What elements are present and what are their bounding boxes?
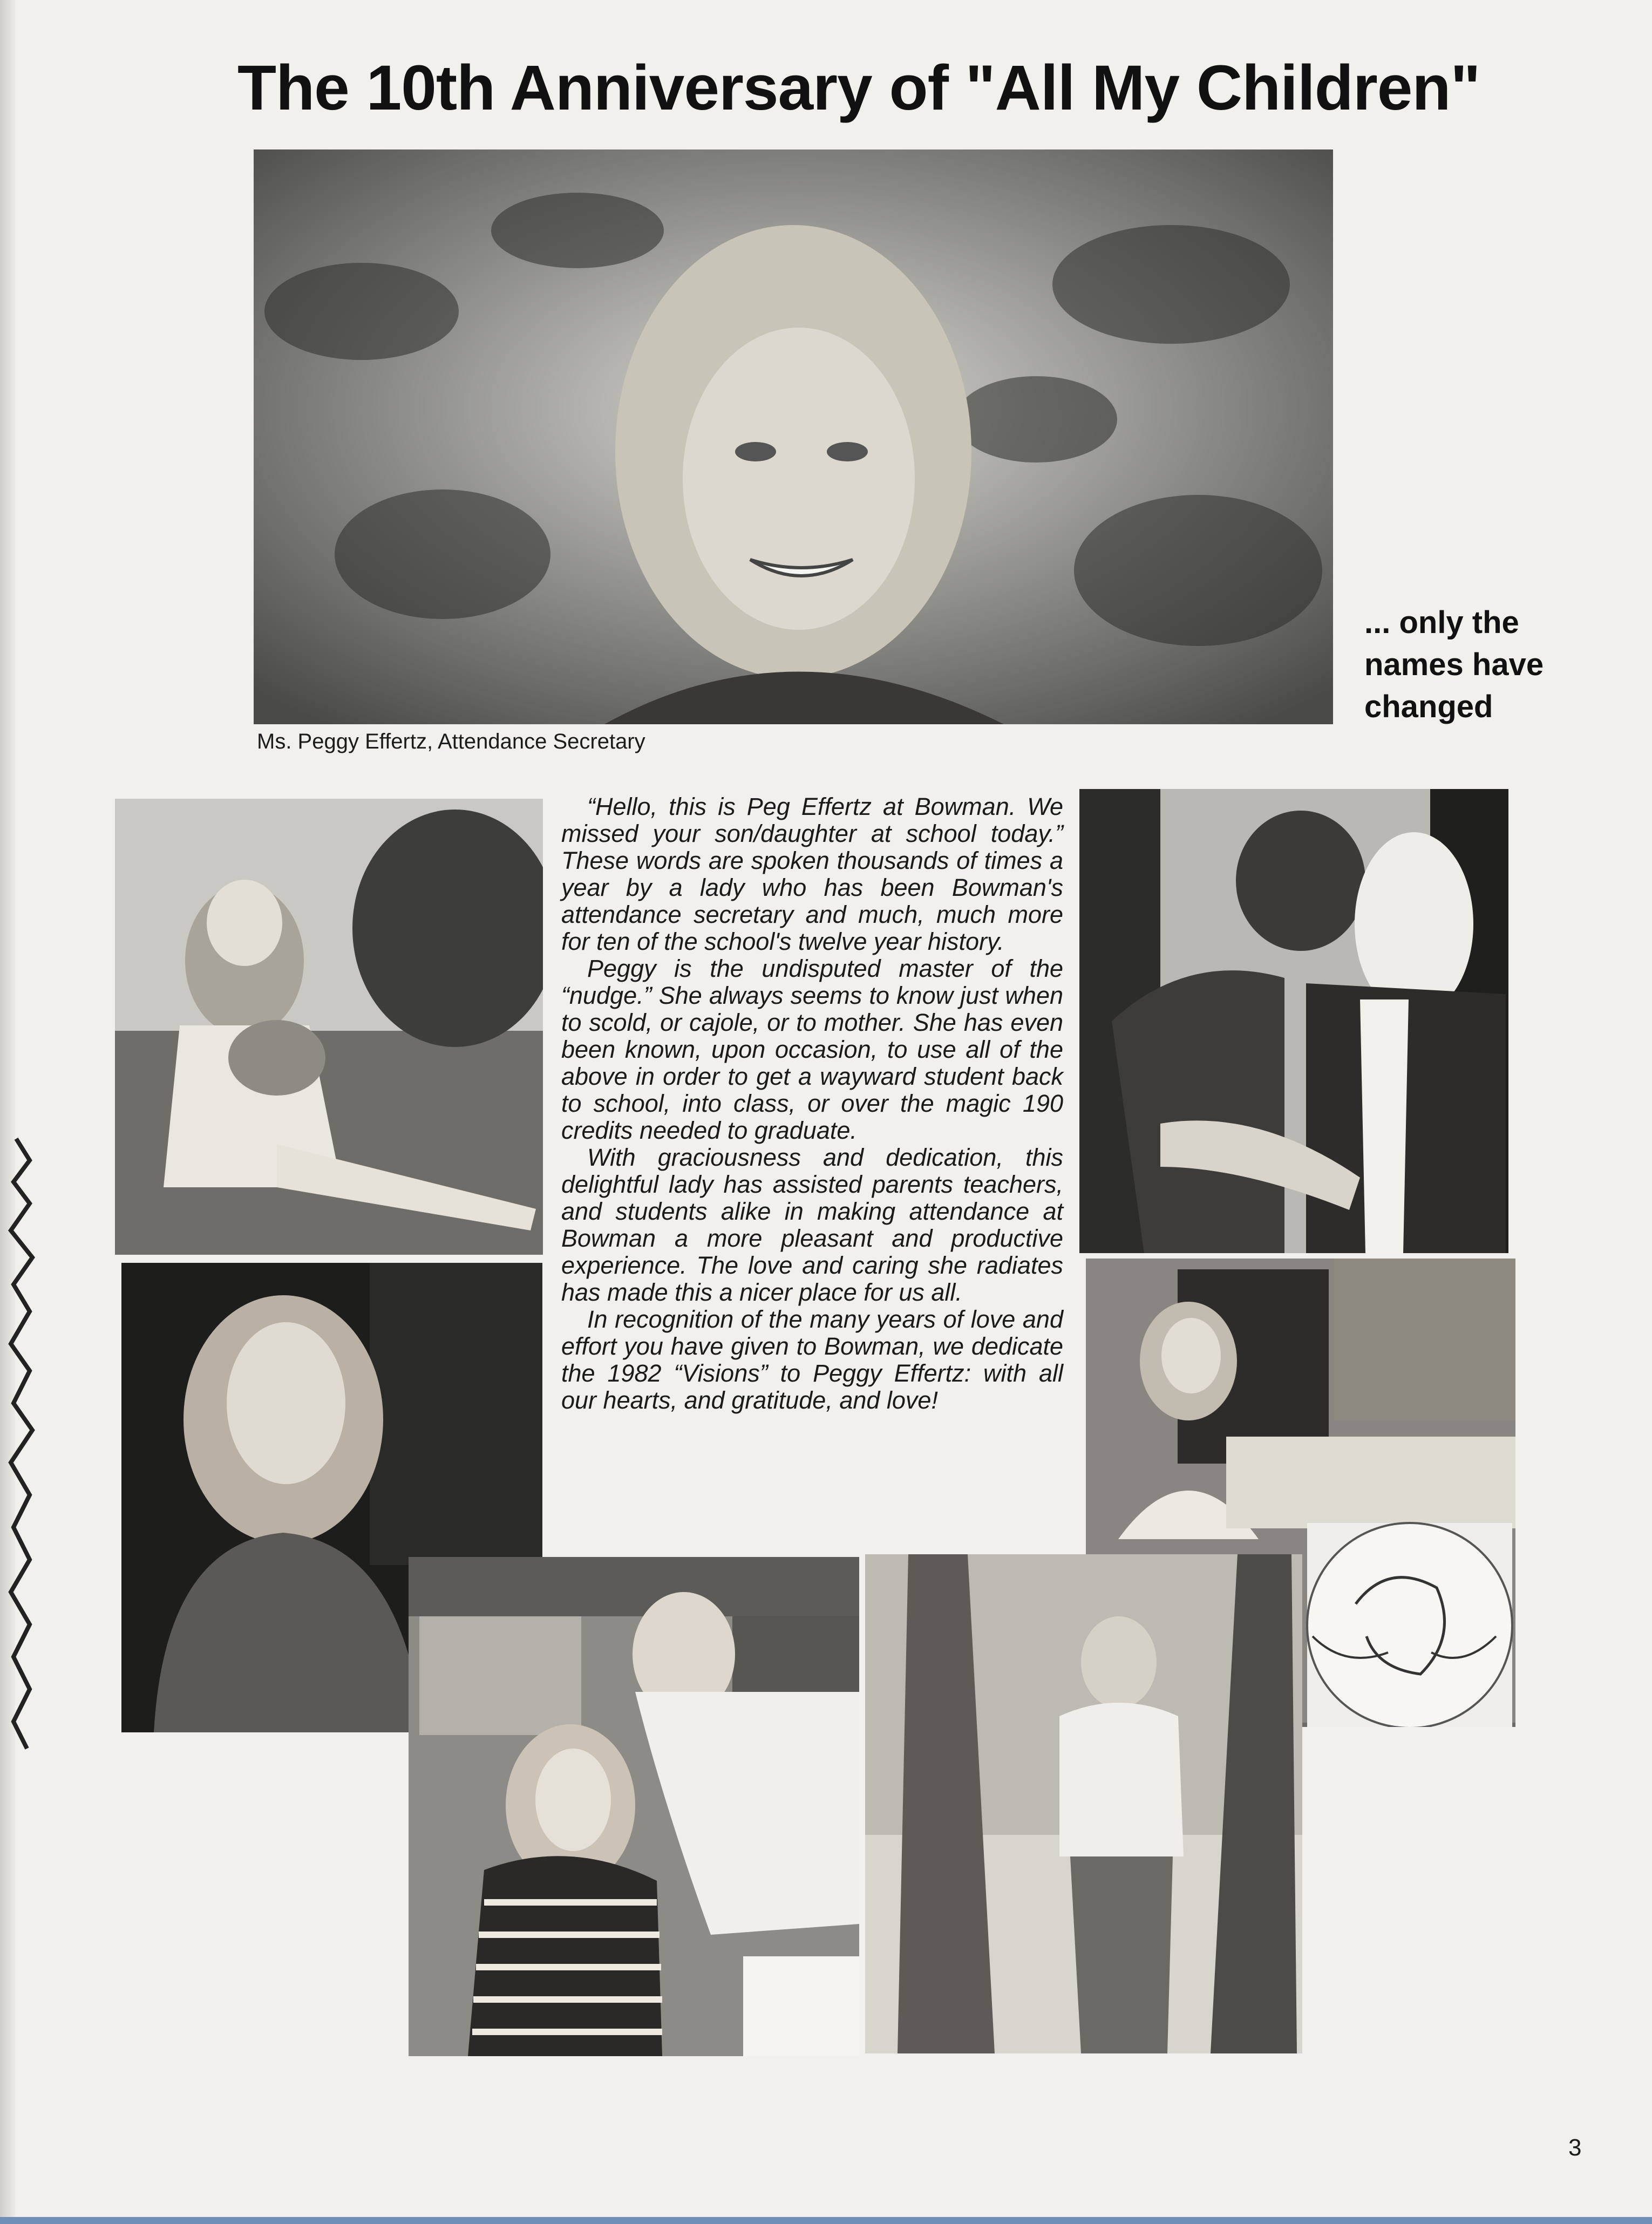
- page-title: The 10th Anniversary of "All My Children": [237, 52, 1480, 124]
- santa-image: [1079, 789, 1508, 1253]
- portrait-photo: [254, 149, 1333, 724]
- side-note-line-1: ... only the: [1364, 605, 1519, 640]
- article-paragraph: Peggy is the undisputed master of the “nudge.” She always seems to know just when to scold, or cajole, or to mother. She has even been known, upon occasion, to use all of the above in order to get a wayward student back to school, into class, or over the magic 190 credits needed to graduate.: [561, 955, 1063, 1144]
- side-note-line-2: names have: [1364, 647, 1544, 682]
- article-paragraph: With graciousness and dedication, this delightful lady has assisted parents teachers, and students alike in making attendance at Bowman a more pleasant and productive experience. The love and caring she radiates has made this a nicer place for us all.: [561, 1144, 1063, 1306]
- woods-image: [865, 1554, 1302, 2053]
- girl-on-lawn-image: [115, 799, 543, 1255]
- photo-caption: Ms. Peggy Effertz, Attendance Secretary: [257, 730, 645, 753]
- portrait-image: [254, 149, 1333, 724]
- side-note: [1364, 602, 1623, 728]
- page-edge-shadow: [0, 0, 15, 2224]
- santa-photo: [1079, 789, 1508, 1253]
- bottom-edge-bar: [0, 2217, 1652, 2224]
- page-number: 3: [1568, 2134, 1582, 2161]
- office-hug-image: [409, 1557, 859, 2056]
- girl-on-lawn-photo: [115, 799, 543, 1255]
- article-paragraph: In recognition of the many years of love and effort you have given to Bowman, we dedicate the 1982 “Visions” to Peggy Effertz: with all our hearts, and gratitude, and love!: [561, 1305, 1063, 1414]
- woods-photo: [865, 1554, 1302, 2053]
- office-hug-photo: [409, 1557, 859, 2056]
- side-note-line-3: changed: [1364, 689, 1493, 724]
- dedication-article: [561, 793, 1063, 1414]
- article-paragraph: “Hello, this is Peg Effertz at Bowman. We missed your son/daughter at school today.” These words are spoken thousands of times a year by a lady who has been Bowman's attendance secretary and much, much more for ten of the school's twelve year history.: [561, 793, 1063, 955]
- margin-scrawl-decoration: [0, 1128, 43, 1754]
